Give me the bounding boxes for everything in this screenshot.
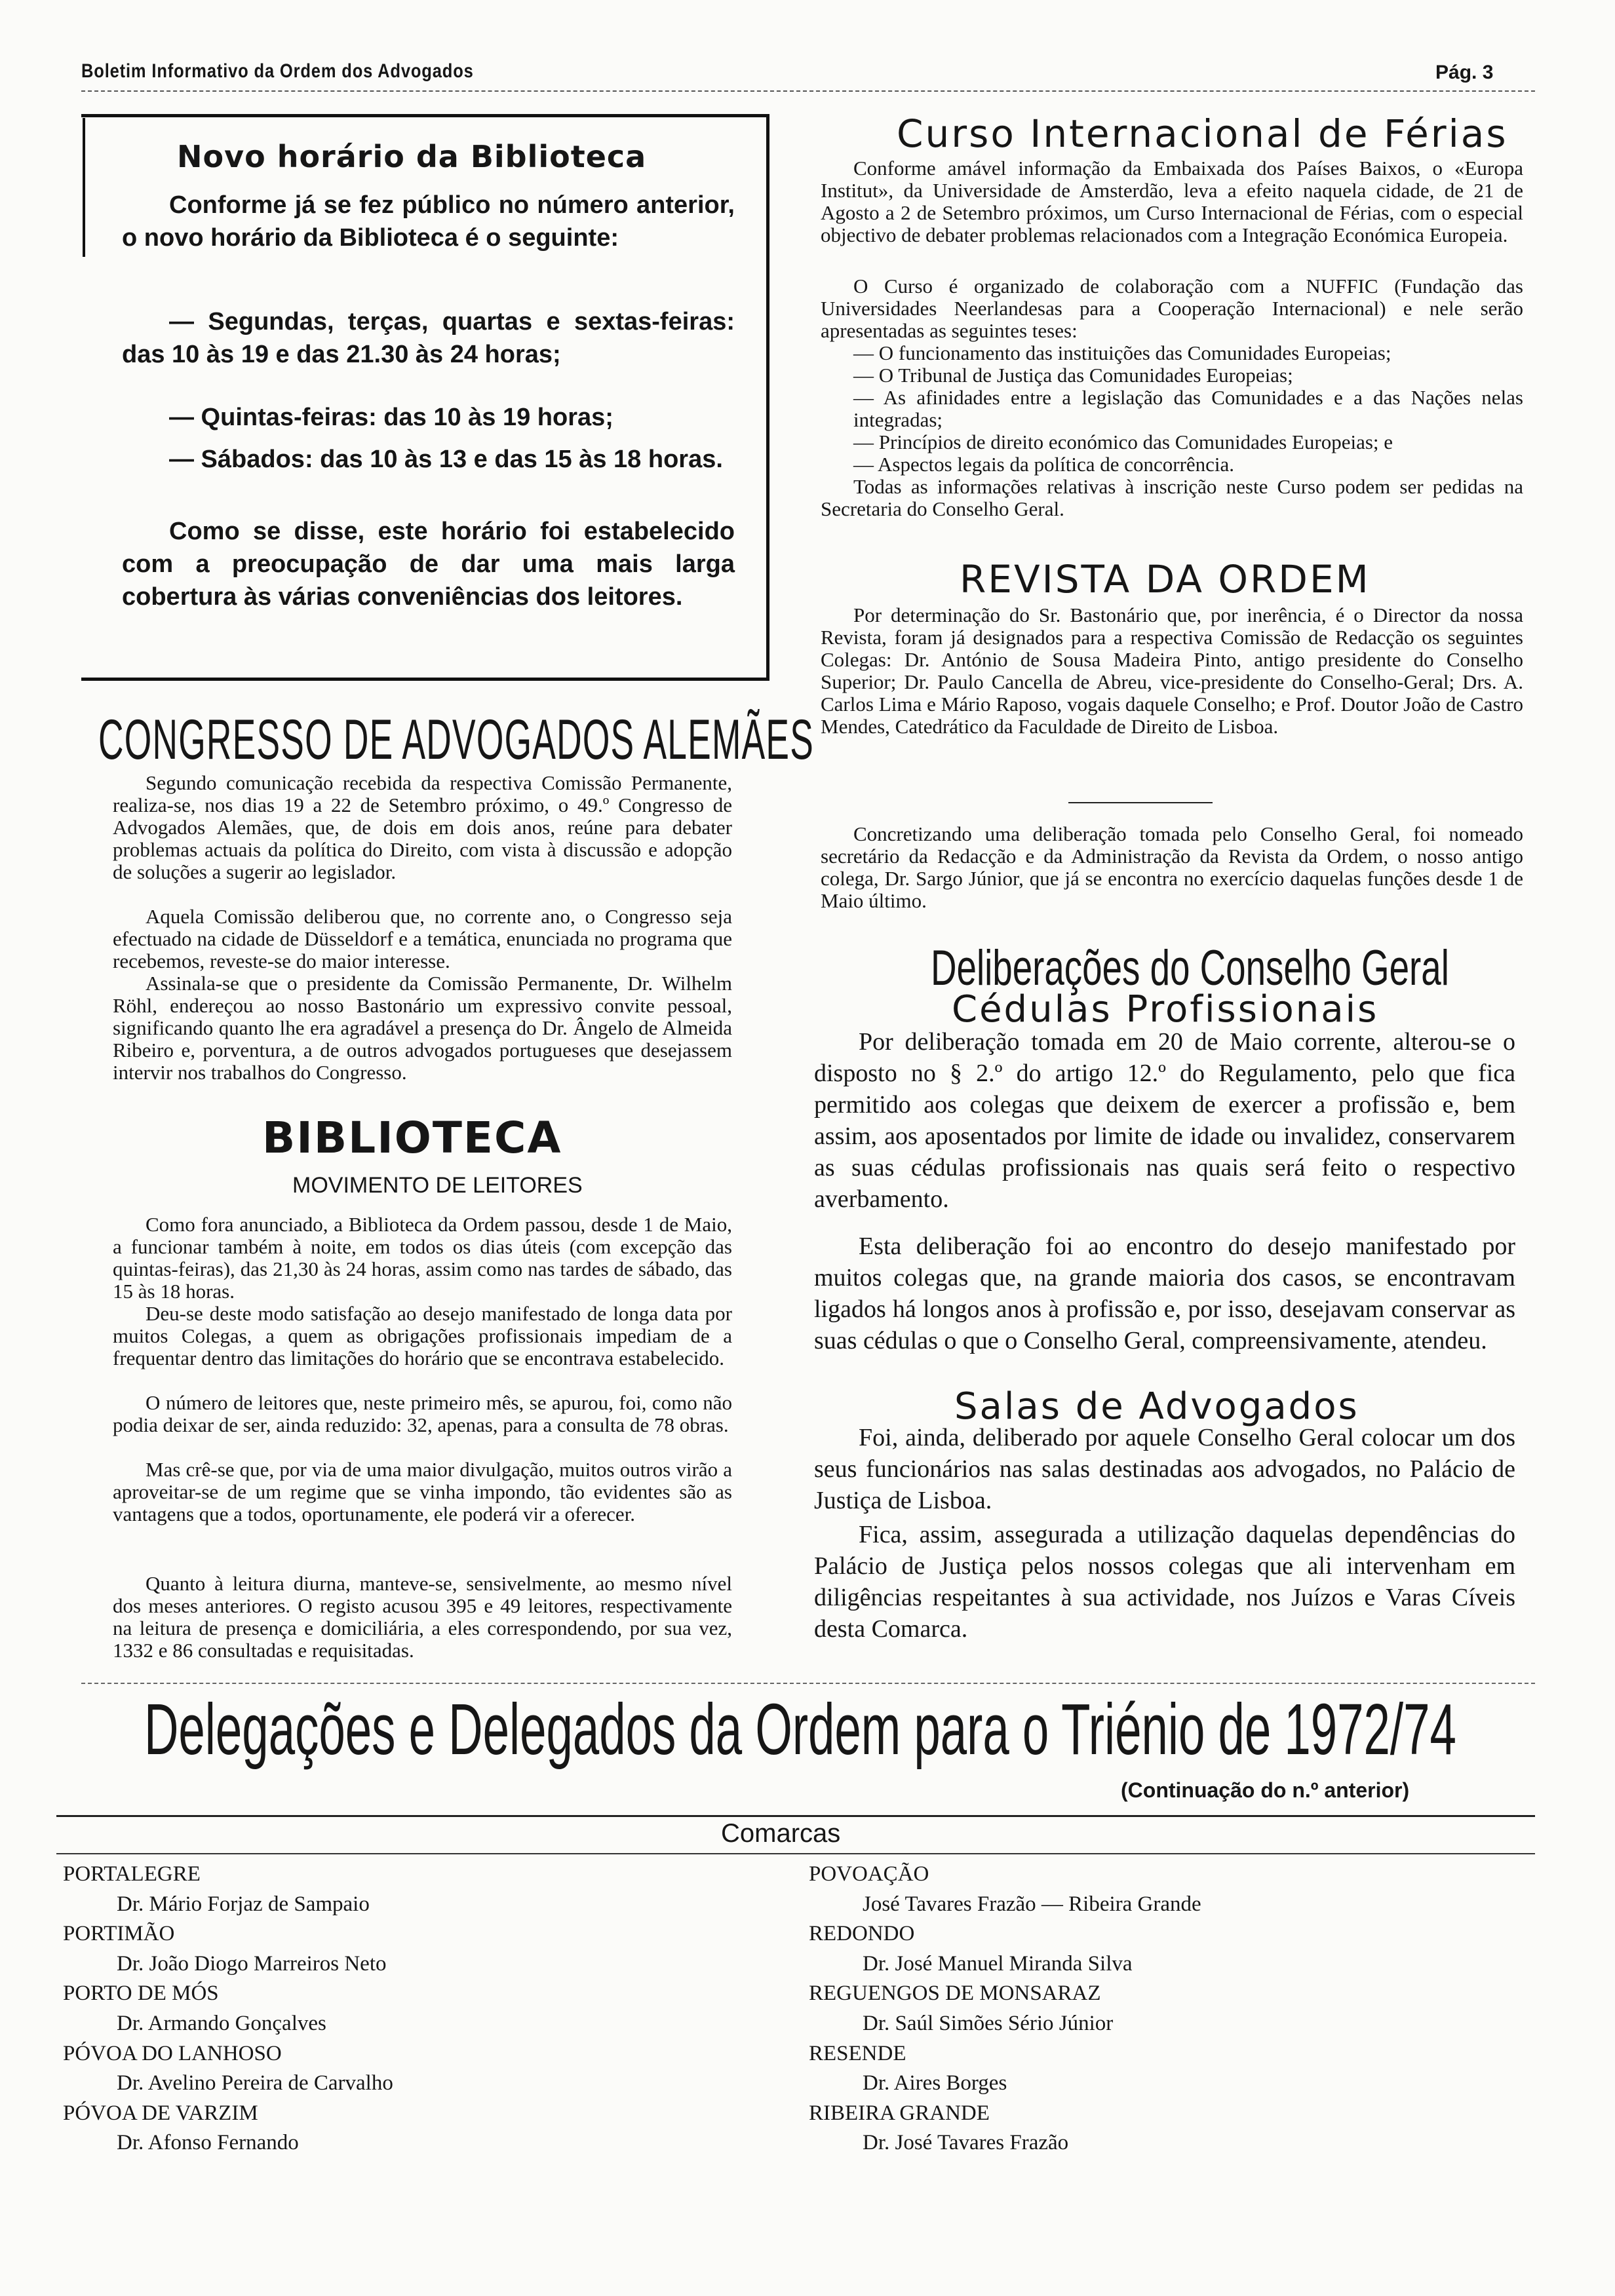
notice-box-left-edge (83, 118, 85, 257)
revista-paragraph: Por determinação do Sr. Bastonário que, por inerência, é o Director da nossa Revista, foram já designados para a respectiva Comissão de Redacção os seguintes Colegas: Dr. António de Sousa Madeira Pinto, antigo presidente do Conselho Superior; Dr. Paulo Cancella de Abreu, vice-presidente do Conselho-Geral; Drs. A. Carlos Lima e Mário Raposo, vogais daquele Conselho; e Prof. Doutor João de Castro Mendes, Catedrático da Faculdade de Direito de Lisboa. (821, 603, 1523, 738)
biblioteca-heading: BIBLIOTECA (262, 1113, 562, 1163)
congresso-paragraph: Assinala-se que o presidente da Comissão Permanente, Dr. Wilhelm Röhl, endereçou ao nosso Bastonário um expressivo convite pessoal, significando quanto lhe era agradável a presença do Dr. Ângelo de Almeida Ribeiro e, porventura, a de outros advogados portugueses que desejassem intervir nos trabalhos do Congresso. (113, 972, 732, 1084)
deliberacoes-paragraph: Foi, ainda, deliberado por aquele Conselho Geral colocar um dos seus funcionários nas salas destinadas aos advogados, no Palácio de Justiça de Lisboa. (814, 1424, 1515, 1514)
comarcas-top-rule (56, 1815, 1535, 1817)
comarca-name: RIBEIRA GRANDE (809, 2101, 990, 2125)
comarcas-bottom-rule (56, 1853, 1535, 1854)
comarca-name: PORTALEGRE (63, 1862, 201, 1886)
comarcas-list-right (809, 1860, 1530, 2158)
curso-thesis-item: — As afinidades entre a legislação das Comunidades e a das Nações nelas integradas; (853, 386, 1523, 431)
notice-box-title: Novo horário da Biblioteca (177, 139, 647, 174)
congresso-paragraph: Segundo comunicação recebida da respectiva Comissão Permanente, realiza-se, nos dias 19 a 22 de Setembro próximo, o 49.º Congresso de Advogados Alemães, que, de dois em dois anos, reúne para debater problemas actuais da política do Direito, com vista à discussão e adopção de soluções a sugerir ao legislador. (113, 771, 732, 883)
delegacoes-heading: Delegações e Delegados da Ordem para o Triénio de 1972/74 (144, 1689, 1456, 1770)
curso-thesis-item: — O funcionamento das instituições das Comunidades Europeias; (853, 341, 1391, 364)
delegate-name: José Tavares Frazão — Ribeira Grande (863, 1892, 1201, 1916)
publication-title: Boletim Informativo da Ordem dos Advogados (81, 60, 474, 82)
revista-paragraph: Concretizando uma deliberação tomada pelo Conselho Geral, foi nomeado secretário da Redacção e da Administração da Revista da Ordem, o nosso antigo colega, Dr. Sargo Júnior, que já se encontra no exercício daquelas funções desde 1 de Maio último. (821, 822, 1523, 912)
delegate-name: Dr. José Manuel Miranda Silva (863, 1951, 1133, 1976)
delegate-name: Dr. Saúl Simões Sério Júnior (863, 2011, 1114, 2035)
deliberacoes-paragraph: Fica, assim, assegurada a utilização daquelas dependências do Palácio de Justiça pelos nossos colegas que ali intervenham em diligências respeitantes à sua actividade, nos Juízos e Varas Cíveis desta Comarca. (814, 1521, 1515, 1643)
comarcas-heading: Comarcas (721, 1819, 841, 1848)
curso-paragraph: Todas as informações relativas à inscrição neste Curso podem ser pedidas na Secretaria do Conselho Geral. (821, 475, 1523, 520)
curso-paragraph: Conforme amável informação da Embaixada dos Países Baixos, o «Europa Institut», da Universidade de Amsterdão, leva a efeito naquela cidade, de 21 de Agosto a 2 de Setembro próximos, um Curso Internacional de Férias, com o especial objectivo de debater problemas relacionados com a Integração Económica Europeia. (821, 157, 1523, 246)
delegate-name: Dr. Avelino Pereira de Carvalho (117, 2071, 393, 2095)
comarca-name: POVOAÇÃO (809, 1862, 929, 1886)
delegacoes-subheading: (Continuação do n.º anterior) (1121, 1778, 1410, 1802)
notice-box-item-saturdays: — Sábados: das 10 às 13 e das 15 às 18 horas. (169, 446, 723, 473)
notice-box-item-thursdays: — Quintas-feiras: das 10 às 19 horas; (169, 404, 613, 431)
curso-thesis-item: — O Tribunal de Justiça das Comunidades Europeias; (853, 364, 1293, 387)
comarca-name: PÓVOA DE VARZIM (63, 2101, 258, 2125)
curso-thesis-item: — Aspectos legais da política de concorrência. (853, 453, 1235, 476)
comarca-name: REGUENGOS DE MONSARAZ (809, 1981, 1101, 2006)
comarca-name: PORTO DE MÓS (63, 1981, 219, 2006)
biblioteca-paragraph: Quanto à leitura diurna, manteve-se, sensivelmente, ao mesmo nível dos meses anteriores. O registo acusou 395 e 49 leitores, respectivamente na leitura de presença e domiciliária, a eles correspondendo, por sua vez, 1332 e 86 consultadas e requisitadas. (113, 1572, 732, 1662)
notice-box-item-weekdays: — Segundas, terças, quartas e sextas-feiras: das 10 às 19 e das 21.30 às 24 horas; (122, 308, 735, 368)
congresso-heading: CONGRESSO DE ADVOGADOS ALEMÃES (98, 708, 815, 771)
comarca-name: REDONDO (809, 1922, 915, 1946)
deliberacoes-paragraph: Esta deliberação foi ao encontro do desejo manifestado por muitos colegas que, na grande maioria dos casos, se encontravam ligados há longos anos à profissão e, por isso, desejavam conservar as suas cédulas o que o Conselho Geral, compreensivamente, atendeu. (814, 1233, 1515, 1354)
delegate-name: Dr. João Diogo Marreiros Neto (117, 1951, 387, 1976)
curso-paragraph: O Curso é organizado de colaboração com a NUFFIC (Fundação das Universidades Neerlandesas para a Cooperação Internacional) e nele serão apresentadas as seguintes teses: (821, 275, 1523, 342)
header-divider (81, 90, 1535, 92)
curso-heading: Curso Internacional de Férias (897, 111, 1508, 156)
section-divider (1068, 802, 1213, 803)
biblioteca-paragraph: Deu-se deste modo satisfação ao desejo manifestado de longa data por muitos Colegas, a quem as obrigações profissionais impediam de a frequentar dentro das limitações do horário que se encontrava estabelecido. (113, 1302, 732, 1369)
biblioteca-paragraph: Como fora anunciado, a Biblioteca da Ordem passou, desde 1 de Maio, a funcionar também à noite, em todos os dias úteis (com excepção das quintas-feiras), das 21,30 às 24 horas, assim como nas tardes de sábado, das 15 às 18 horas. (113, 1213, 732, 1303)
notice-box-closing: Como se disse, este horário foi estabelecido com a preocupação de dar uma mais larga cobertura às várias conveniências dos leitores. (122, 518, 735, 611)
notice-box-intro: Conforme já se fez público no número anterior, o novo horário da Biblioteca é o seguinte: (122, 191, 735, 252)
curso-thesis-item: — Princípios de direito económico das Comunidades Europeias; e (853, 430, 1393, 453)
deliberacoes-heading: Deliberações do Conselho Geral (931, 940, 1449, 996)
delegate-name: Dr. Afonso Fernando (117, 2131, 299, 2155)
delegate-name: Dr. Armando Gonçalves (117, 2011, 326, 2035)
page-divider (81, 1683, 1535, 1684)
biblioteca-paragraph: Mas crê-se que, por via de uma maior divulgação, muitos outros virão a aproveitar-se de um regime que se vinha impondo, tão evidentes são as vantagens que a todos, oportunamente, ele poderá vir a oferecer. (113, 1458, 732, 1525)
deliberacoes-paragraph: Por deliberação tomada em 20 de Maio corrente, alterou-se o disposto no § 2.º do artigo 12.º do Regulamento, pelo que fica permitido aos colegas que deixem de exercer a profissão e, bem assim, aos aposentados por limite de idade ou invalidez, conservarem as suas cédulas profissionais nas quais será feito o respectivo averbamento. (814, 1028, 1515, 1213)
biblioteca-paragraph: O número de leitores que, neste primeiro mês, se apurou, foi, como não podia deixar de ser, ainda reduzido: 32, apenas, para a consulta de 78 obras. (113, 1391, 732, 1436)
congresso-paragraph: Aquela Comissão deliberou que, no corrente ano, o Congresso seja efectuado na cidade de Düsseldorf e a temática, enunciada no programa que recebemos, reveste-se do maior interesse. (113, 905, 732, 972)
salas-subheading: Salas de Advogados (954, 1385, 1359, 1428)
page-number: Pág. 3 (1435, 62, 1494, 83)
comarca-name: PORTIMÃO (63, 1922, 175, 1946)
cedulas-subheading: Cédulas Profissionais (952, 988, 1379, 1031)
delegate-name: Dr. José Tavares Frazão (863, 2131, 1069, 2155)
revista-heading: REVISTA DA ORDEM (960, 557, 1371, 602)
biblioteca-subheading: MOVIMENTO DE LEITORES (292, 1173, 583, 1198)
delegate-name: Dr. Mário Forjaz de Sampaio (117, 1892, 370, 1916)
comarca-name: RESENDE (809, 2041, 906, 2065)
comarcas-list-left (63, 1860, 784, 2158)
delegate-name: Dr. Aires Borges (863, 2071, 1007, 2095)
comarca-name: PÓVOA DO LANHOSO (63, 2041, 282, 2065)
